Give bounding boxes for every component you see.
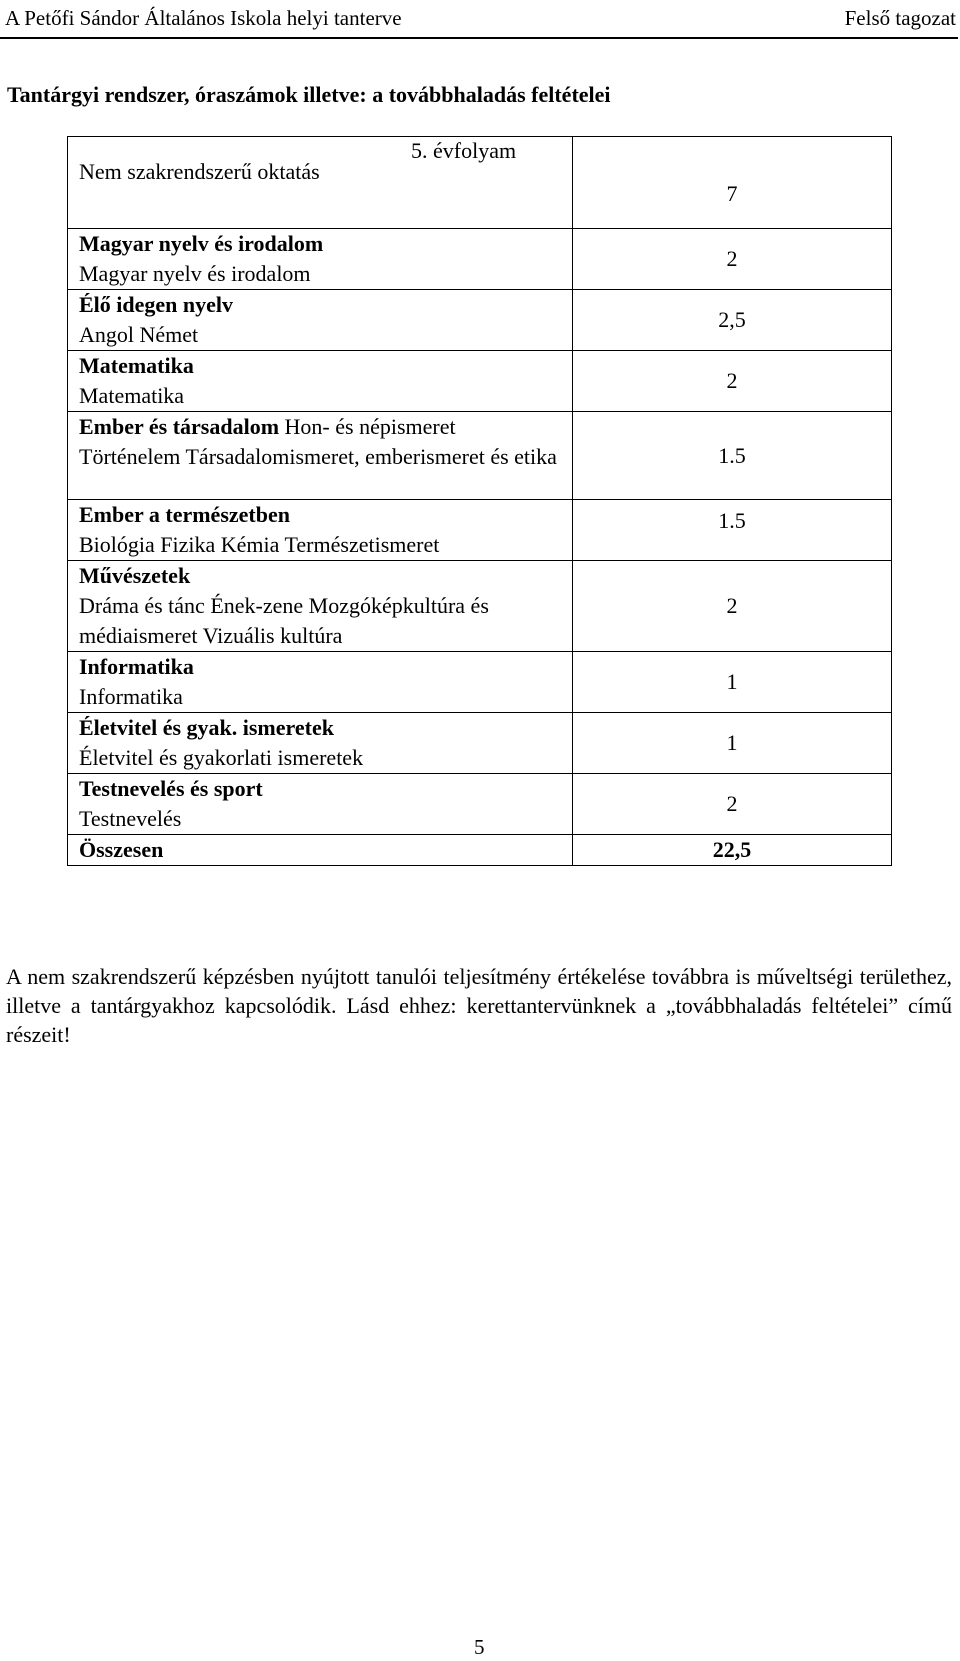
row-label: Nem szakrendszerű oktatás [79,159,320,184]
table-row [68,500,892,561]
running-header-right: Felső tagozat [844,6,956,30]
table-cell-value [573,835,892,866]
row-value: 2 [726,791,738,816]
header-rule [0,37,958,39]
row-value: 2 [726,246,738,271]
area-label: Élő idegen nyelv [79,292,234,317]
table-cell-label [68,713,573,774]
table-cell-value [573,351,892,412]
table-row [68,652,892,713]
table-row [68,290,892,351]
subject-label: Életvitel és gyakorlati ismeretek [79,745,364,770]
area-label: Ember a természetben [79,502,290,527]
subject-label: Informatika [79,684,183,709]
table-cell-value [573,137,892,229]
subject-label: Történelem Társadalomismeret, emberismeret és etika [79,444,557,469]
subject-label: Angol Német [79,322,199,347]
table-row [68,713,892,774]
row-value: 7 [726,180,738,206]
row-value: 2,5 [718,307,746,332]
area-label: Művészetek [79,563,191,588]
body-paragraph: A nem szakrendszerű képzésben nyújtott tanulói teljesítmény értékelése továbbra is műveltségi területhez, illetve a tantárgyakhoz kapcsolódik. Lásd ehhez: kerettantervünknek a „továbbhaladás feltételei” című részeit! [6,964,952,1047]
table-cell-label [68,774,573,835]
table-cell-value [573,229,892,290]
subject-label: Magyar nyelv és irodalom [79,261,311,286]
table-cell-value [573,561,892,652]
row-value: 1.5 [718,442,746,468]
table-row [68,774,892,835]
area-label: Informatika [79,654,194,679]
area-label: Életvitel és gyak. ismeretek [79,715,334,740]
row-value: 1 [726,669,738,694]
table-cell-label [68,412,573,500]
table-cell-value [573,713,892,774]
table-cell-label [68,835,573,866]
area-label: Matematika [79,353,194,378]
subject-label: Matematika [79,383,185,408]
section-title: Tantárgyi rendszer, óraszámok illetve: a továbbhaladás feltételei [7,82,611,107]
row-value: 1.5 [718,508,746,533]
area-label: Magyar nyelv és irodalom [79,231,324,256]
table-cell-value [573,500,892,561]
table-row [68,561,892,652]
total-value: 22,5 [712,837,752,862]
table-row [68,229,892,290]
table-cell-label [68,290,573,351]
subject-inline-label: Hon- és népismeret [284,414,456,439]
row-value: 2 [726,368,738,393]
table-cell-value [573,290,892,351]
subject-label: Biológia Fizika Kémia Természetismeret [79,532,440,557]
table-row-total [68,835,892,866]
table-cell-value [573,412,892,500]
row-value: 1 [726,730,738,755]
table-row [68,351,892,412]
table-cell-value [573,774,892,835]
table-cell-label [68,229,573,290]
year-column-header: 5. évfolyam [411,138,517,163]
row-value: 2 [726,593,738,618]
running-header-left: A Petőfi Sándor Általános Iskola helyi tanterve [5,6,402,30]
table-cell-label [68,561,573,652]
table-cell-label [68,500,573,561]
area-label: Ember és társadalom [79,414,280,439]
area-label: Testnevelés és sport [79,776,263,801]
table-row [68,412,892,500]
curriculum-table [67,136,892,866]
subject-label: Dráma és tánc Ének-zene Mozgóképkultúra és médiaismeret Vizuális kultúra [79,593,489,648]
table-cell-label [68,351,573,412]
table-cell-value [573,652,892,713]
total-label: Összesen [79,837,164,862]
table-cell-label [68,652,573,713]
page-number: 5 [474,1635,485,1659]
subject-label: Testnevelés [79,806,182,831]
